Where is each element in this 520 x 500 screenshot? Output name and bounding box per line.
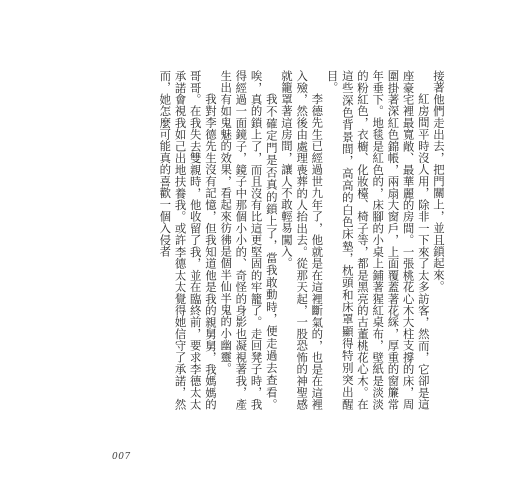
page-number: 007 [112, 452, 131, 462]
paragraph: 我不確定門是否真的鎖上了，當我敢動時，便走過去查看。唉，真的鎖上了，而且沒有比這更堅固的牢籠了。走回凳子時，我得經過一面鏡子，鏡子中那個小小的、奇怪的身影也凝視著我，產生出有如鬼魅的效果，看起來彷彿是個半仙半鬼的小幽靈。 [219, 70, 279, 410]
paragraph: 李德先生已經過世九年了，他就是在這裡斷氣的，也是在這裡入殮，然後由處理喪葬的人抬出去。從那天起，一股恐怖的神聖感就籠罩著這房間，讓人不敢輕易闖入。 [279, 70, 325, 410]
vertical-text-block [66, 70, 446, 410]
paragraph: 我對李德先生沒有記憶，但我知道他是我的親舅舅，我媽媽的哥哥。在我失去雙親時，他收留了我，並在臨終前，要求李德太太承諾會視我如己出地扶養我。或許李德太太覺得她信守了承諾，然而，她怎麼可能真的喜歡一個入侵者 [158, 70, 218, 410]
paragraph: 接著他們走出去，把門關上，並且鎖起來。 [432, 70, 446, 293]
paragraph: 紅房間平時沒人用，除非一下來了太多訪客，然而，它卻是這座豪宅裡最寬敞、最華麗的房間。一張桃花心木大柱支撐的床，周圍掛著深紅色錦帳，兩扇大窗戶，上面覆蓋著花綵，厚重的窗簾常年垂下。地毯是紅色的，床腳的小桌上鋪著猩紅桌布，壁紙是淡淡的粉紅色，衣櫥、化妝檯、椅子等，都是黑亮的古董桃花心木。在這些深色背景間，高高的白色床墊，枕頭和床罩顯得特別突出醒目。 [325, 70, 431, 410]
